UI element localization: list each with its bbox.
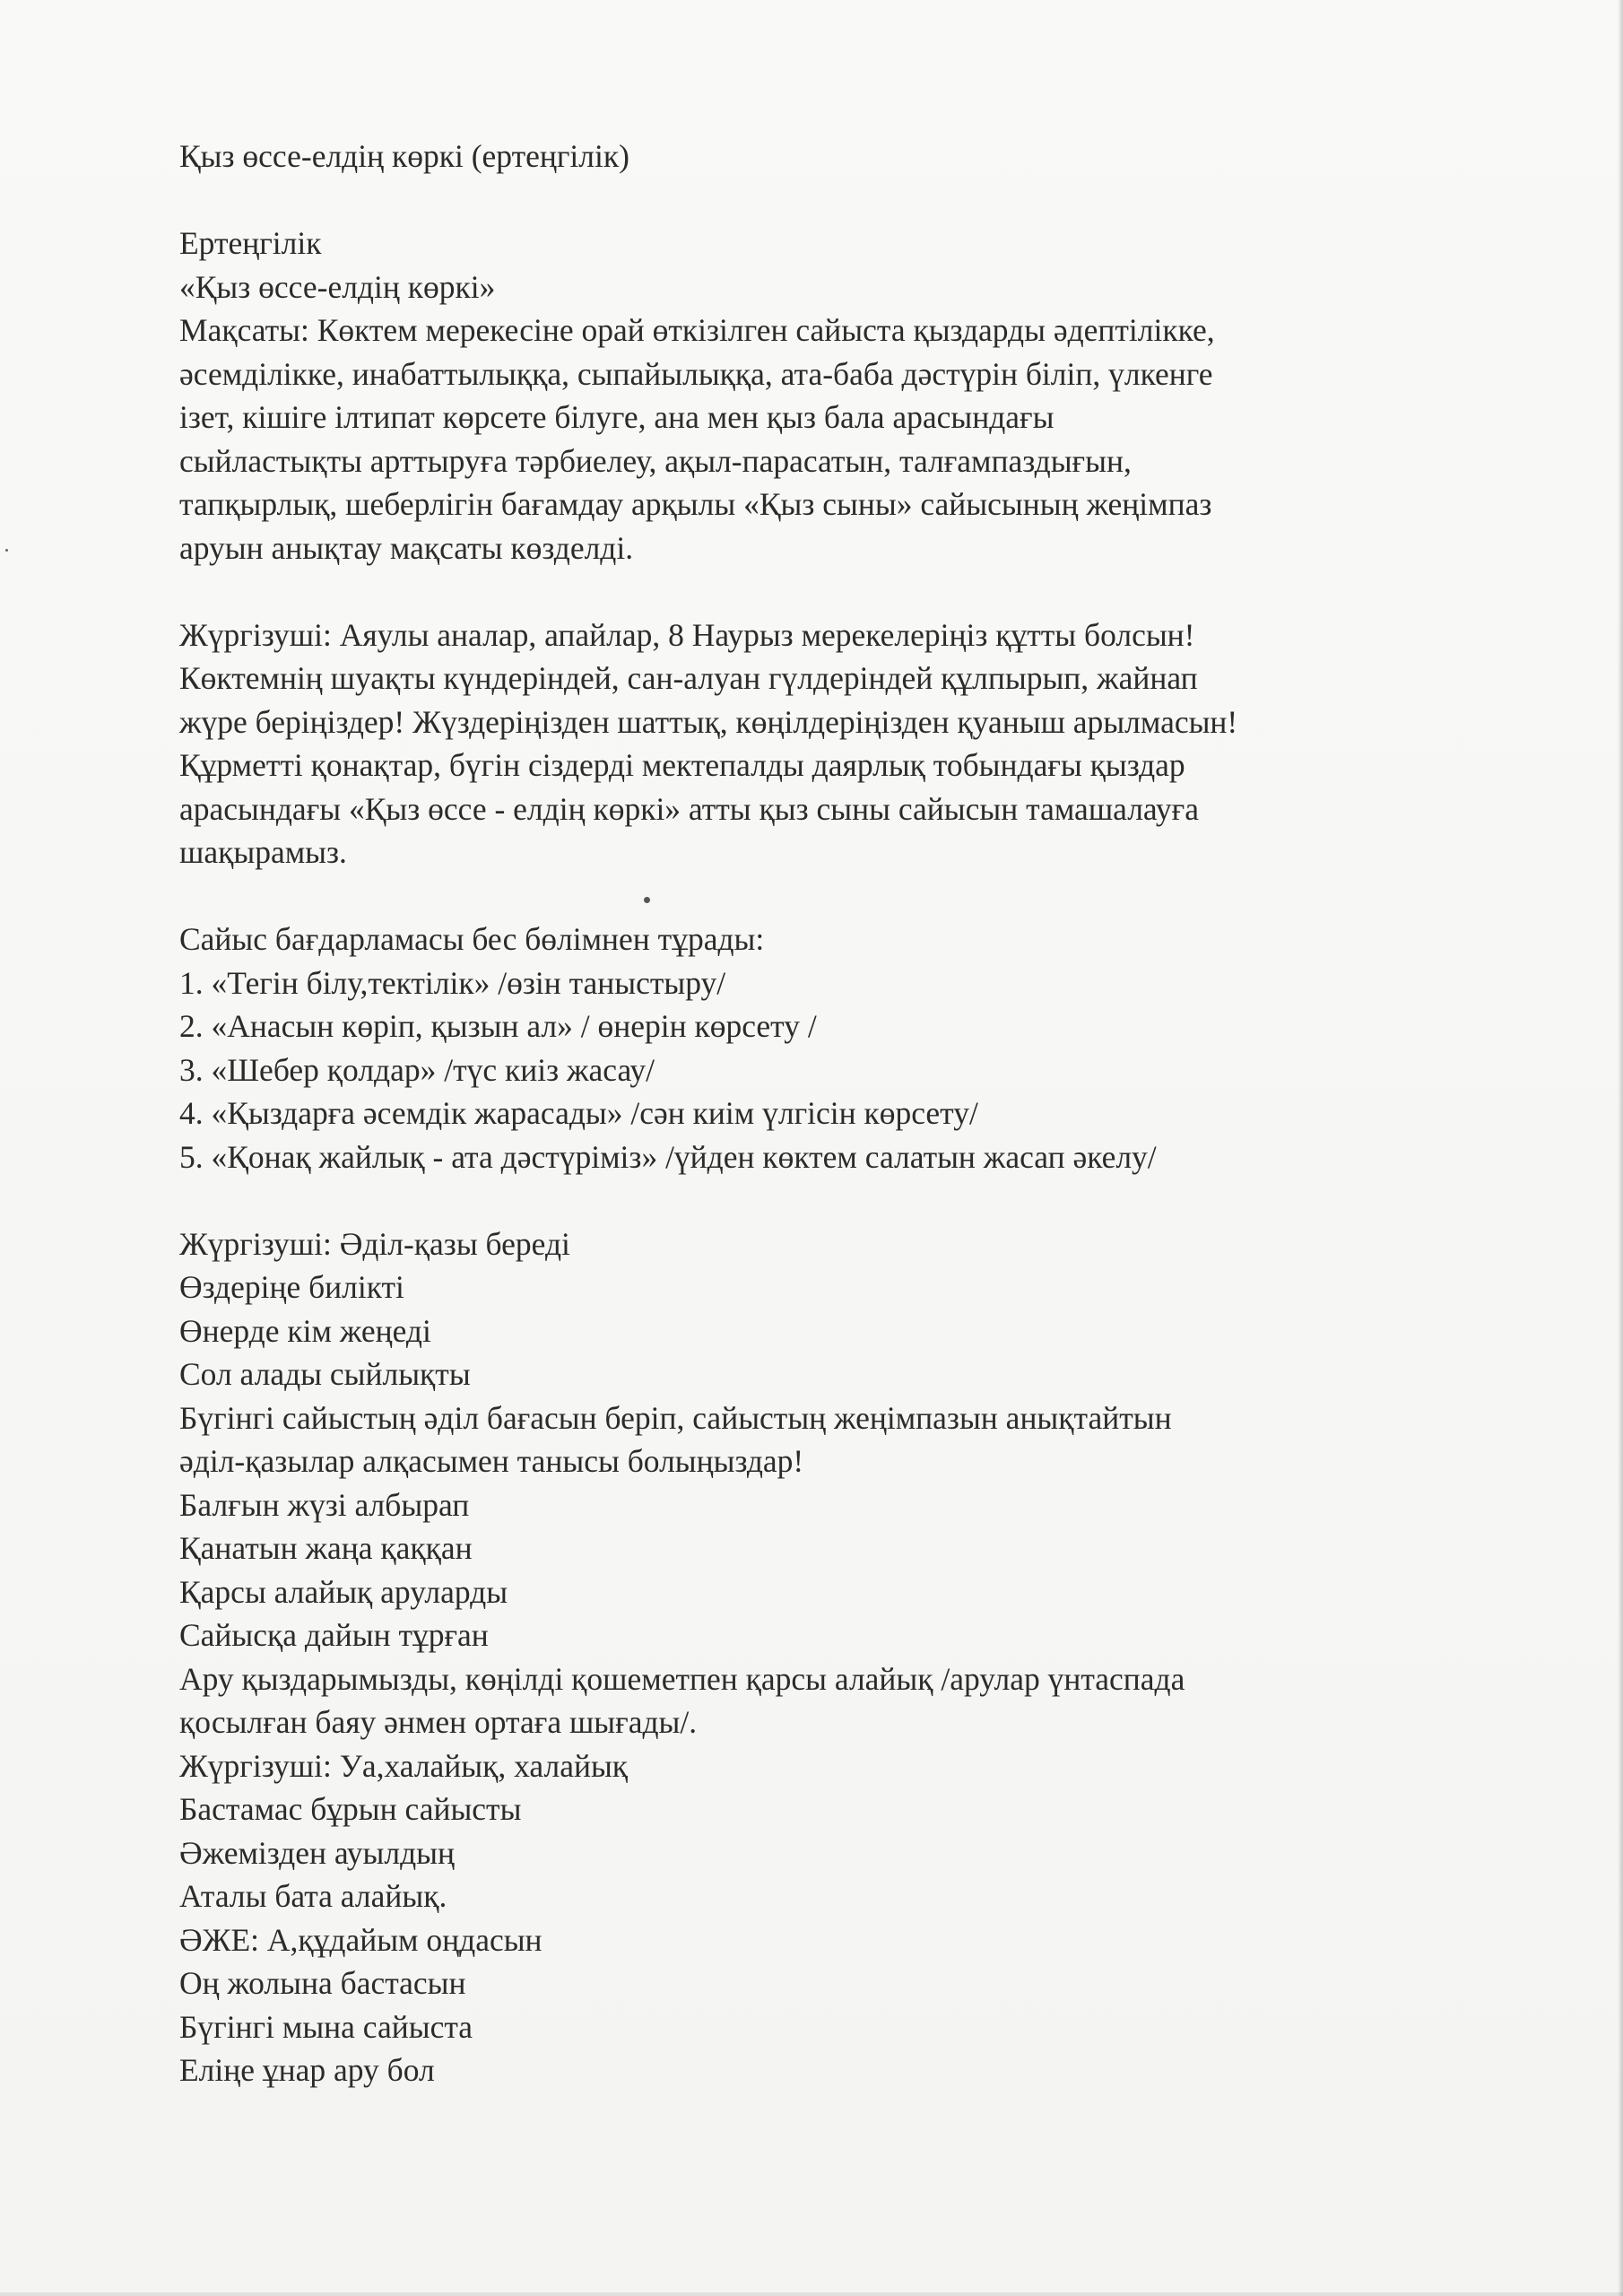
intro-line: аруын анықтау мақсаты көзделді. [179, 529, 634, 566]
script-line: Ару қыздарымызды, көңілді қошеметпен қарсы алайық /арулар үнтаспада [179, 1660, 1185, 1697]
intro-line: Мақсаты: Көктем мерекесіне орай өткізілген сайыста қыздарды әдептілікке, [179, 312, 1215, 348]
greeting-section [179, 613, 1488, 874]
blank-line [179, 570, 1488, 613]
scan-speck [5, 549, 8, 552]
intro-line: ізет, кішіге ілтипат көрсете білуге, ана мен қыз бала арасындағы [179, 399, 1055, 435]
intro-line: сыйластықты арттыруға тәрбиелеу, ақыл-парасатын, талғампаздығын, [179, 442, 1132, 479]
script-section [179, 1222, 1488, 2092]
script-line: Сайысқа дайын тұрған [179, 1617, 489, 1653]
script-line: Жүргізуші: Әділ-қазы береді [179, 1225, 570, 1262]
scan-edge-bottom [0, 2292, 1623, 2296]
program-line: 5. «Қонақ жайлық - ата дәстүріміз» /үйден көктем салатын жасап әкелу/ [179, 1138, 1157, 1175]
program-line: 1. «Тегін білу,тектілік» /өзін таныстыру/ [179, 964, 726, 1001]
script-line: Аталы бата алайық. [179, 1878, 447, 1914]
intro-line: «Қыз өссе-елдің көркі» [179, 268, 496, 305]
program-section [179, 918, 1488, 1178]
program-line: 4. «Қыздарға әсемдік жарасады» /сән киім үлгісін көрсету/ [179, 1095, 978, 1131]
program-line: 3. «Шебер қолдар» /түс киіз жасау/ [179, 1051, 655, 1088]
script-line: әділ-қазылар алқасымен танысы болыңыздар! [179, 1443, 804, 1479]
program-line: Сайыс бағдарламасы бес бөлімнен тұрады: [179, 921, 765, 957]
script-line: Бүгінгі мына сайыста [179, 2008, 473, 2045]
intro-section [179, 222, 1488, 570]
script-line: Өздеріңе билікті [179, 1269, 404, 1305]
greeting-line: Құрметті қонақтар, бүгін сіздерді мектепалды даярлық тобындағы қыздар [179, 747, 1185, 783]
intro-line: тапқырлық, шеберлігін бағамдау арқылы «Қыз сыны» сайысының жеңімпаз [179, 486, 1212, 522]
blank-line [179, 1178, 1488, 1222]
blank-line [179, 178, 1488, 222]
script-line: Өнерде кім жеңеді [179, 1312, 431, 1349]
script-line: Оң жолына бастасын [179, 1965, 466, 2001]
script-line: Қанатын жаңа қаққан [179, 1530, 473, 1566]
greeting-line: жүре беріңіздер! Жүздеріңізден шаттық, көңілдеріңізден қуаныш арылмасын! [179, 703, 1238, 740]
script-line: ӘЖЕ: А,құдайым оңдасын [179, 1921, 542, 1958]
intro-line: Ертеңгілік [179, 225, 322, 261]
script-line: Қарсы алайық аруларды [179, 1573, 508, 1610]
script-line: Сол алады сыйлықты [179, 1356, 471, 1392]
document-heading: Қыз өссе-елдің көркі (ертеңгілік) [179, 138, 629, 174]
document-body [179, 135, 1488, 2092]
script-line: Жүргізуші: Уа,халайық, халайық [179, 1747, 629, 1784]
script-line: Бүгінгі сайыстың әділ бағасын беріп, сайыстың жеңімпазын анықтайтын [179, 1399, 1172, 1436]
scan-edge-shadow [1618, 0, 1623, 2296]
program-line: 2. «Анасын көріп, қызын ал» / өнерін көрсету / [179, 1008, 817, 1044]
intro-line: әсемділікке, инабаттылыққа, сыпайылыққа, ата-баба дәстүрін біліп, үлкенге [179, 355, 1213, 392]
greeting-line: Жүргізуші: Аяулы аналар, апайлар, 8 Наурыз мерекелеріңіз құтты болсын! [179, 616, 1195, 653]
script-line: қосылған баяу әнмен ортаға шығады/. [179, 1704, 698, 1740]
greeting-line: арасындағы «Қыз өссе - елдің көркі» атты қыз сыны сайысын тамашалауға [179, 790, 1199, 827]
script-line: Еліңе ұнар ару бол [179, 2052, 435, 2088]
blank-line [179, 874, 1488, 918]
greeting-line: Көктемнің шуақты күндеріндей, сан-алуан гүлдеріндей құлпырып, жайнап [179, 660, 1198, 696]
script-line: Бастамас бұрын сайысты [179, 1791, 522, 1827]
script-line: Әжемізден ауылдың [179, 1834, 456, 1871]
greeting-line: шақырамыз. [179, 834, 347, 870]
script-line: Балғын жүзі албырап [179, 1486, 470, 1523]
